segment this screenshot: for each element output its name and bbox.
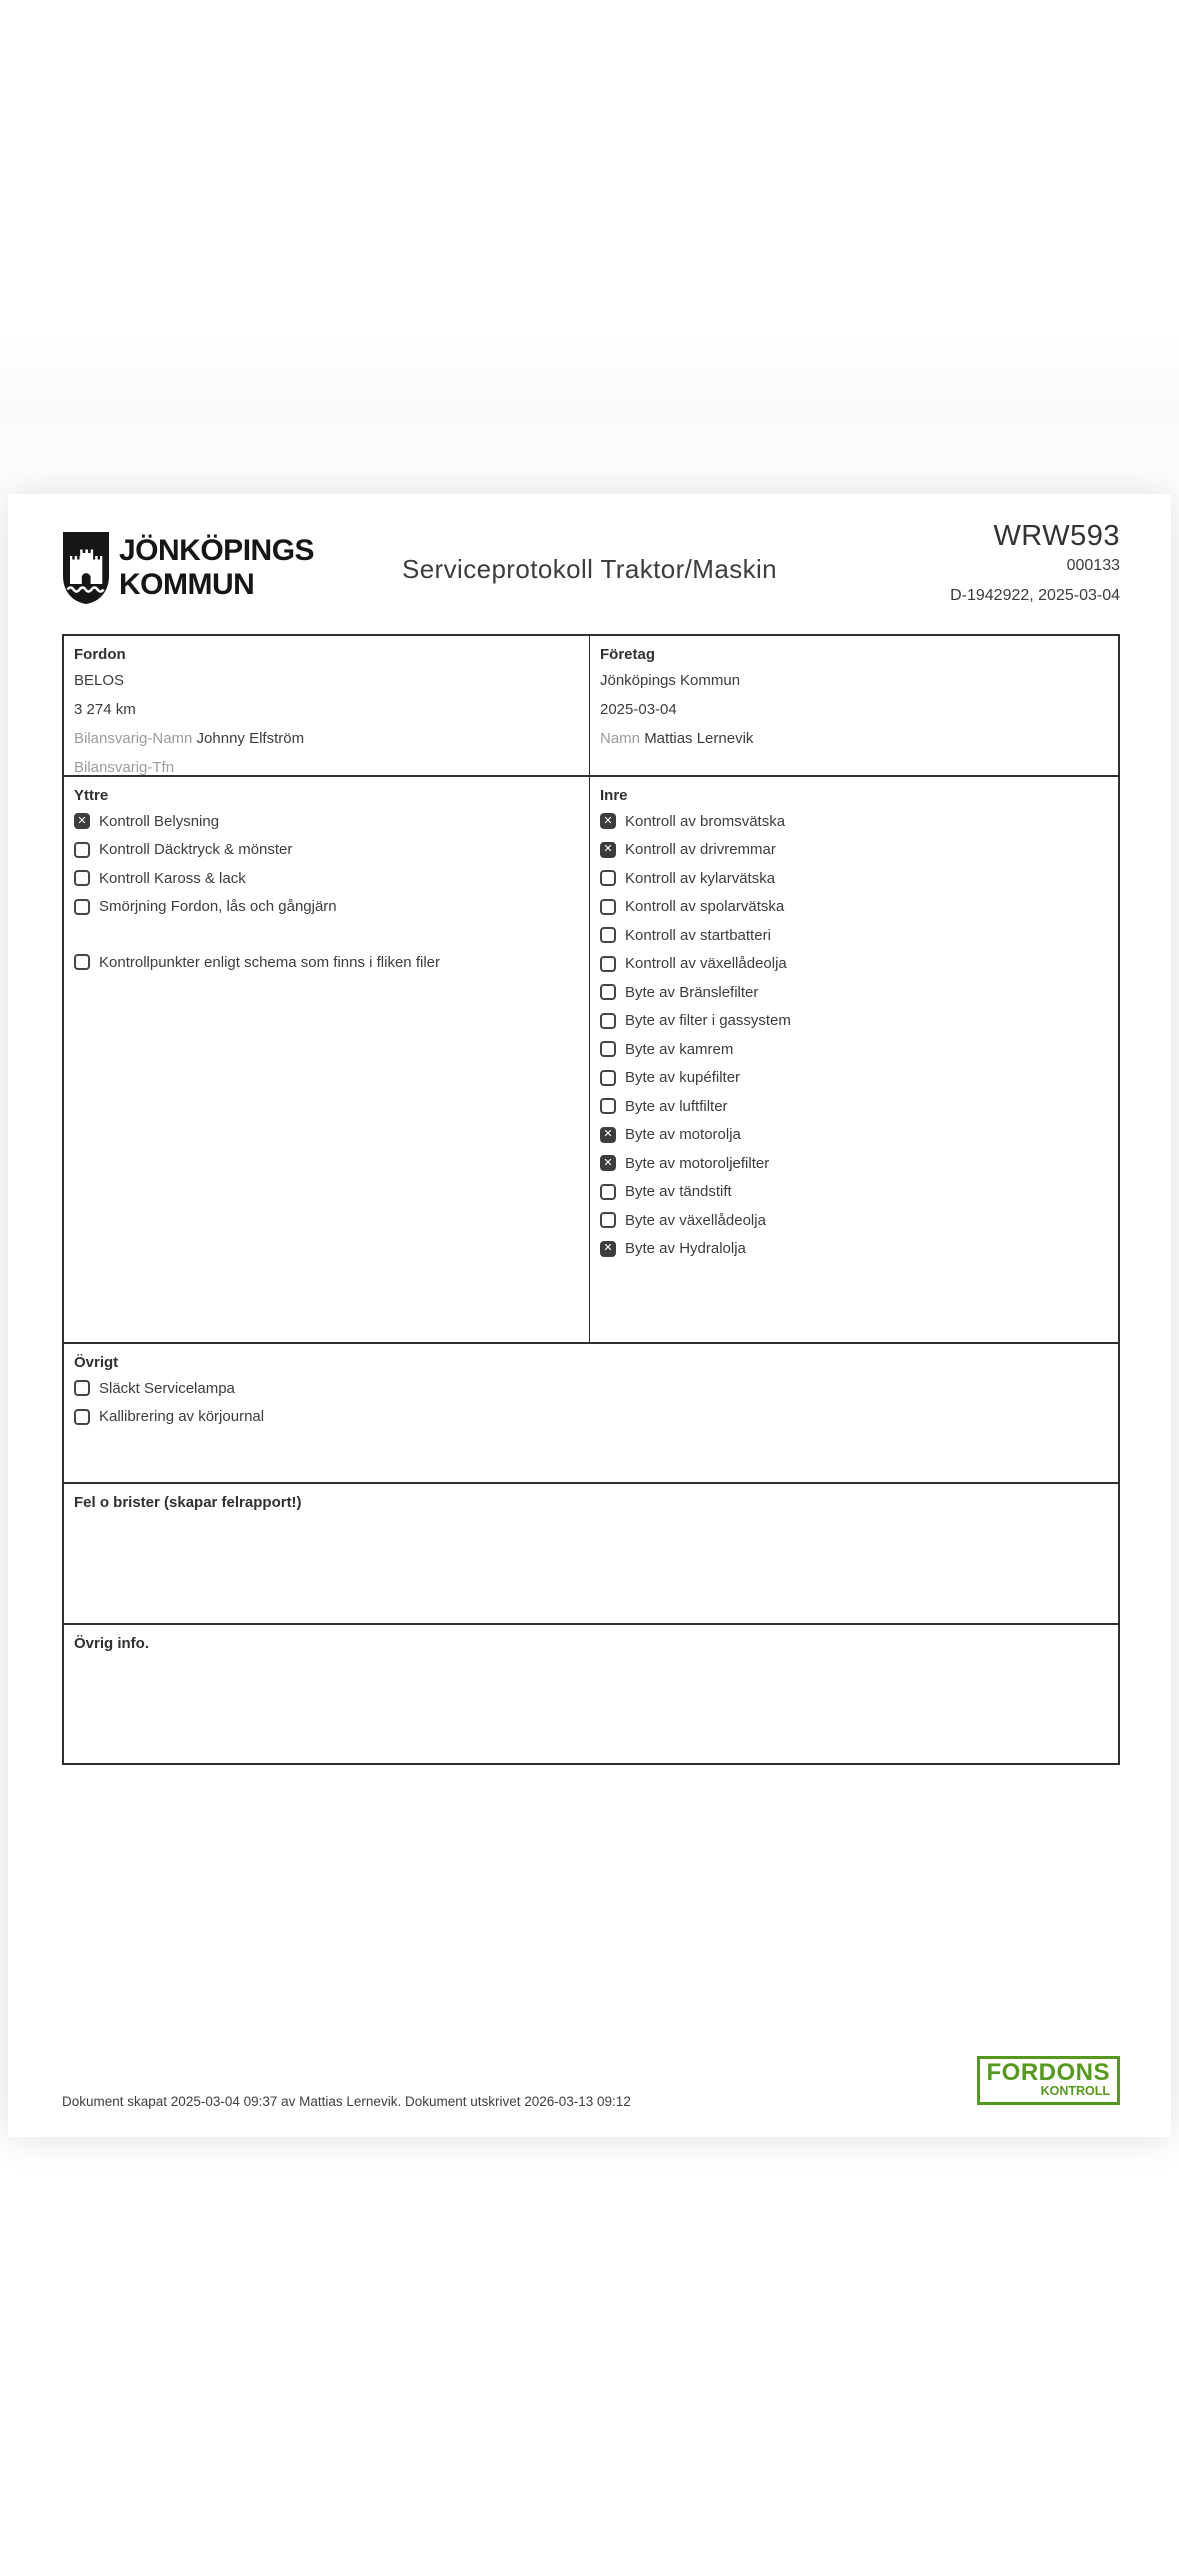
checkbox-checked-icon[interactable]: ✕	[600, 1155, 616, 1171]
document-header	[8, 494, 1171, 634]
checklist-item-label: Byte av tändstift	[625, 1183, 732, 1201]
checklist-item-label: Byte av filter i gassystem	[625, 1012, 791, 1030]
other-info-header: Övrig info.	[74, 1634, 149, 1652]
ovrigt-section	[64, 1342, 1118, 1482]
checklist-item	[600, 1206, 1108, 1235]
checkbox-unchecked-icon[interactable]	[600, 1098, 616, 1114]
vehicle-owner-row	[74, 724, 579, 753]
checkbox-unchecked-icon[interactable]	[600, 870, 616, 886]
checklist-item	[74, 836, 579, 865]
checklist-item-label: Byte av kupéfilter	[625, 1069, 741, 1087]
registration-number: WRW593	[993, 520, 1120, 552]
checkbox-unchecked-icon[interactable]	[600, 1070, 616, 1086]
yttre-checklist	[74, 807, 579, 977]
checklist-item	[74, 1374, 1108, 1403]
document-footer	[62, 2056, 1120, 2110]
checkbox-unchecked-icon[interactable]	[74, 842, 90, 858]
document-number: 000133	[1066, 557, 1120, 574]
checklist-item	[74, 864, 579, 893]
checkbox-unchecked-icon[interactable]	[600, 927, 616, 943]
checklist-item-label: Kallibrering av körjournal	[99, 1408, 265, 1426]
checklist-item	[74, 948, 579, 977]
checkbox-unchecked-icon[interactable]	[600, 956, 616, 972]
other-info-section	[64, 1623, 1118, 1763]
checkbox-checked-icon[interactable]: ✕	[600, 813, 616, 829]
checklist-item-label: Kontroll av kylarvätska	[625, 869, 776, 887]
vehicle-model: BELOS	[74, 672, 125, 689]
checklist-item-label: Kontroll av bromsvätska	[625, 812, 786, 830]
company-name: Jönköpings Kommun	[600, 672, 741, 689]
checklist-item-label: Byte av Hydralolja	[625, 1240, 746, 1258]
defects-header: Fel o brister (skapar felrapport!)	[74, 1493, 302, 1511]
checklist-item-label: Kontroll av spolarvätska	[625, 898, 785, 916]
service-date: 2025-03-04	[600, 701, 677, 718]
fordonskontroll-logo	[977, 2056, 1121, 2105]
checkbox-unchecked-icon[interactable]	[600, 1013, 616, 1029]
checklist-item-label: Kontroll av växellådeolja	[625, 955, 787, 973]
info-section	[64, 636, 1118, 775]
checklist-item	[600, 836, 1108, 865]
vehicle-mileage: 3 274 km	[74, 701, 136, 718]
contact-name: Mattias Lernevik	[644, 730, 754, 747]
checklist-section	[64, 775, 1118, 1342]
checklist-item-label: Byte av kamrem	[625, 1040, 734, 1058]
vehicle-cell	[64, 636, 590, 775]
checklist-item-label: Kontroll av startbatteri	[625, 926, 771, 944]
checklist-item	[74, 807, 579, 836]
checklist-item	[600, 1121, 1108, 1150]
checkbox-unchecked-icon[interactable]	[600, 1041, 616, 1057]
checklist-item-label: Byte av motorolja	[625, 1126, 741, 1144]
checklist-item	[600, 893, 1108, 922]
contact-label: Namn	[600, 730, 641, 747]
company-cell	[590, 636, 1118, 775]
municipality-name-line1: JÖNKÖPINGS	[119, 534, 315, 567]
owner-label: Bilansvarig-Namn	[74, 730, 193, 747]
checkbox-checked-icon[interactable]: ✕	[600, 842, 616, 858]
checklist-item	[600, 1235, 1108, 1264]
fordonskontroll-logo-line1: FORDONS	[986, 2059, 1110, 2086]
ovrigt-checklist	[74, 1374, 1108, 1431]
municipality-name-line2: KOMMUN	[119, 568, 255, 601]
checklist-item-label: Kontroll av drivremmar	[625, 841, 776, 859]
yttre-header: Yttre	[74, 786, 109, 804]
document-reference: D-1942922, 2025-03-04	[950, 587, 1120, 604]
checkbox-unchecked-icon[interactable]	[600, 984, 616, 1000]
checkbox-unchecked-icon[interactable]	[74, 1380, 90, 1396]
yttre-cell	[64, 777, 590, 1342]
checklist-item	[600, 1007, 1108, 1036]
checklist-item	[600, 807, 1108, 836]
checkbox-checked-icon[interactable]: ✕	[74, 813, 90, 829]
checkbox-checked-icon[interactable]: ✕	[600, 1127, 616, 1143]
checklist-item	[600, 1178, 1108, 1207]
inre-cell	[590, 777, 1118, 1342]
checklist-item	[600, 950, 1108, 979]
checkbox-checked-icon[interactable]: ✕	[600, 1241, 616, 1257]
checklist-item-label: Kontroll Kaross & lack	[99, 869, 246, 887]
defects-section	[64, 1482, 1118, 1623]
checklist-item	[600, 921, 1108, 950]
checklist-item-label: Kontroll Däcktryck & mönster	[99, 841, 293, 859]
checkbox-unchecked-icon[interactable]	[600, 1184, 616, 1200]
page-title: Serviceprotokoll Traktor/Maskin	[401, 554, 778, 584]
checklist-item	[600, 1035, 1108, 1064]
footer-timestamp-text: Dokument skapat 2025-03-04 09:37 av Mattias Lernevik. Dokument utskrivet 2026-03-13 09:12	[62, 2094, 631, 2109]
checklist-item-label: Byte av motoroljefilter	[625, 1154, 770, 1172]
checklist-item	[600, 1064, 1108, 1093]
checklist-item-label: Byte av luftfilter	[625, 1097, 728, 1115]
checklist-item	[600, 978, 1108, 1007]
phone-label: Bilansvarig-Tfn	[74, 759, 175, 776]
checkbox-unchecked-icon[interactable]	[74, 1409, 90, 1425]
checklist-item-label: Släckt Servicelampa	[99, 1379, 235, 1397]
fordonskontroll-logo-line2: KONTROLL	[1040, 2084, 1110, 2098]
checklist-item-label: Byte av växellådeolja	[625, 1211, 766, 1229]
checklist-item	[74, 1403, 1108, 1432]
protocol-form	[62, 634, 1120, 1765]
checkbox-unchecked-icon[interactable]	[74, 954, 90, 970]
coat-of-arms-icon	[62, 531, 110, 605]
service-protocol-document	[8, 494, 1171, 2137]
ovrigt-header: Övrigt	[74, 1353, 119, 1371]
checkbox-unchecked-icon[interactable]	[600, 899, 616, 915]
owner-name: Johnny Elfström	[196, 730, 305, 747]
checklist-item	[600, 1149, 1108, 1178]
vehicle-header: Fordon	[74, 645, 126, 663]
company-header: Företag	[600, 645, 656, 663]
checkbox-unchecked-icon[interactable]	[74, 870, 90, 886]
inre-checklist	[600, 807, 1108, 1263]
checklist-item-label: Kontroll Belysning	[99, 812, 220, 830]
checklist-item	[600, 864, 1108, 893]
checklist-item-label: Byte av Bränslefilter	[625, 983, 759, 1001]
inre-header: Inre	[600, 786, 628, 804]
company-contact-row	[600, 724, 1108, 753]
document-meta	[950, 520, 1120, 605]
checklist-item	[600, 1092, 1108, 1121]
checkbox-unchecked-icon[interactable]	[600, 1212, 616, 1228]
checklist-item-label: Smörjning Fordon, lås och gångjärn	[99, 898, 337, 916]
checklist-item-label: Kontrollpunkter enligt schema som finns i fliken filer	[99, 953, 440, 971]
checkbox-unchecked-icon[interactable]	[74, 899, 90, 915]
checklist-item	[74, 893, 579, 922]
